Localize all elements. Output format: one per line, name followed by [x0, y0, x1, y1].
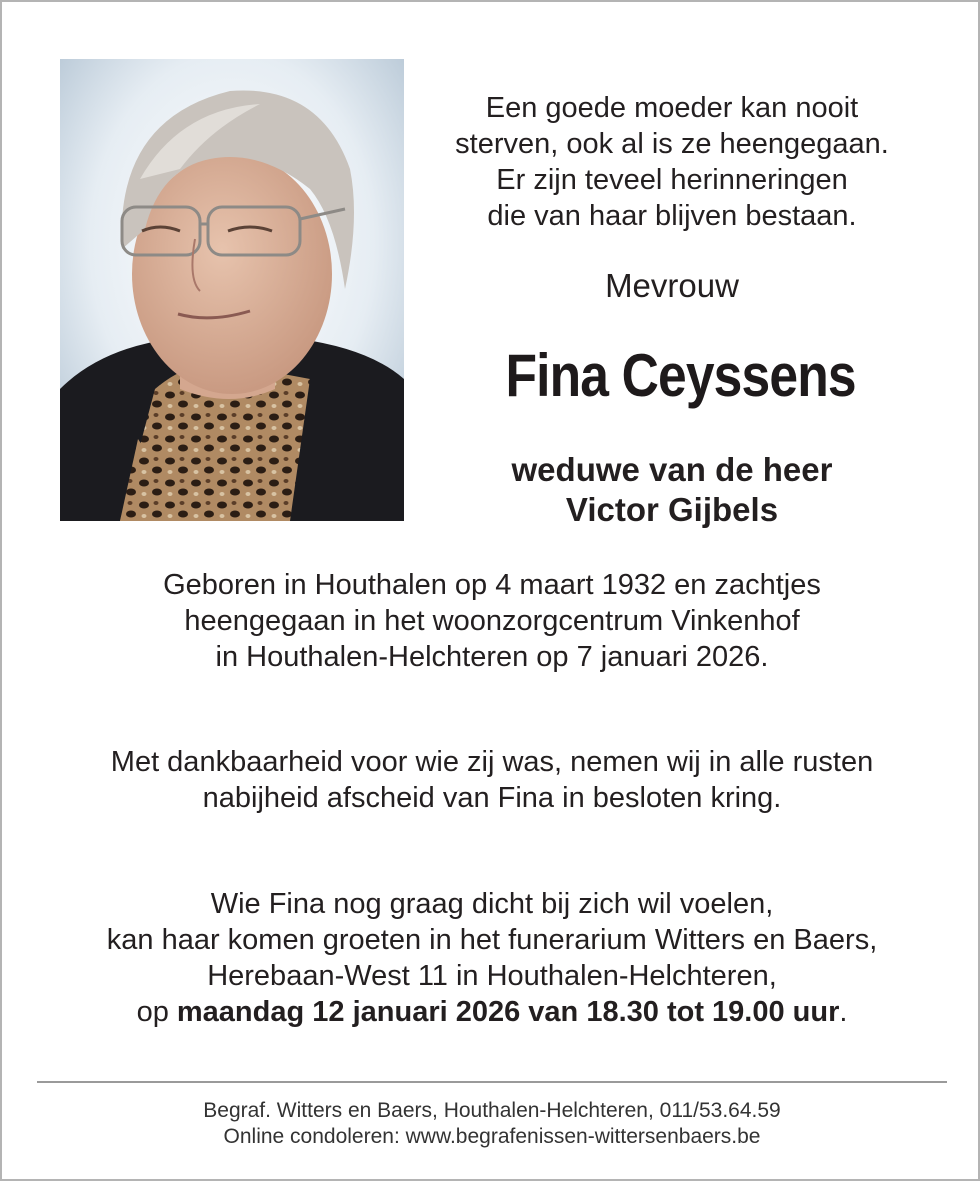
birth-death-paragraph [2, 567, 980, 675]
widow-line: weduwe van de heer [511, 451, 833, 488]
visitation-datetime: maandag 12 januari 2026 van 18.30 tot 19.00 uur [176, 996, 840, 1028]
paragraph-line: nabijheid afscheid van Fina in besloten kring. [202, 782, 782, 814]
portrait-photo [60, 59, 404, 521]
deceased-name: Fina Ceyssens [505, 342, 856, 409]
paragraph-line: in Houthalen-Helchteren op 7 januari 2026. [215, 641, 769, 673]
date-suffix: . [839, 996, 848, 1028]
paragraph-line: heengegaan in het woonzorgcentrum Vinkenhof [184, 605, 800, 637]
visitation-date-line [2, 994, 980, 1030]
poem-line: Er zijn teveel herinneringen [496, 164, 848, 196]
footer-divider [37, 1081, 947, 1083]
paragraph-line: kan haar komen groeten in het funerarium Witters en Baers, [106, 924, 878, 956]
honorific: Mevrouw [605, 267, 739, 304]
condolence-link[interactable]: Online condoleren: www.begrafenissen-wittersenbaers.be [223, 1125, 761, 1148]
poem-line: Een goede moeder kan nooit [485, 92, 859, 124]
paragraph-line: Herebaan-West 11 in Houthalen-Helchteren, [207, 960, 777, 992]
farewell-paragraph [2, 744, 980, 816]
footer [2, 1098, 980, 1150]
funeral-home-info: Begraf. Witters en Baers, Houthalen-Helchteren, 011/53.64.59 [203, 1099, 781, 1122]
poem-line: die van haar blijven bestaan. [487, 200, 857, 232]
widow-of [422, 450, 922, 530]
paragraph-line: Geboren in Houthalen op 4 maart 1932 en zachtjes [163, 569, 821, 601]
visitation-paragraph [2, 886, 980, 1030]
spouse-name: Victor Gijbels [565, 491, 779, 528]
memorial-poem [422, 90, 922, 234]
paragraph-line: Met dankbaarheid voor wie zij was, nemen wij in alle rusten [110, 746, 874, 778]
date-prefix: op [136, 996, 177, 1028]
poem-line: sterven, ook al is ze heengegaan. [455, 128, 889, 160]
paragraph-line: Wie Fina nog graag dicht bij zich wil voelen, [210, 888, 774, 920]
